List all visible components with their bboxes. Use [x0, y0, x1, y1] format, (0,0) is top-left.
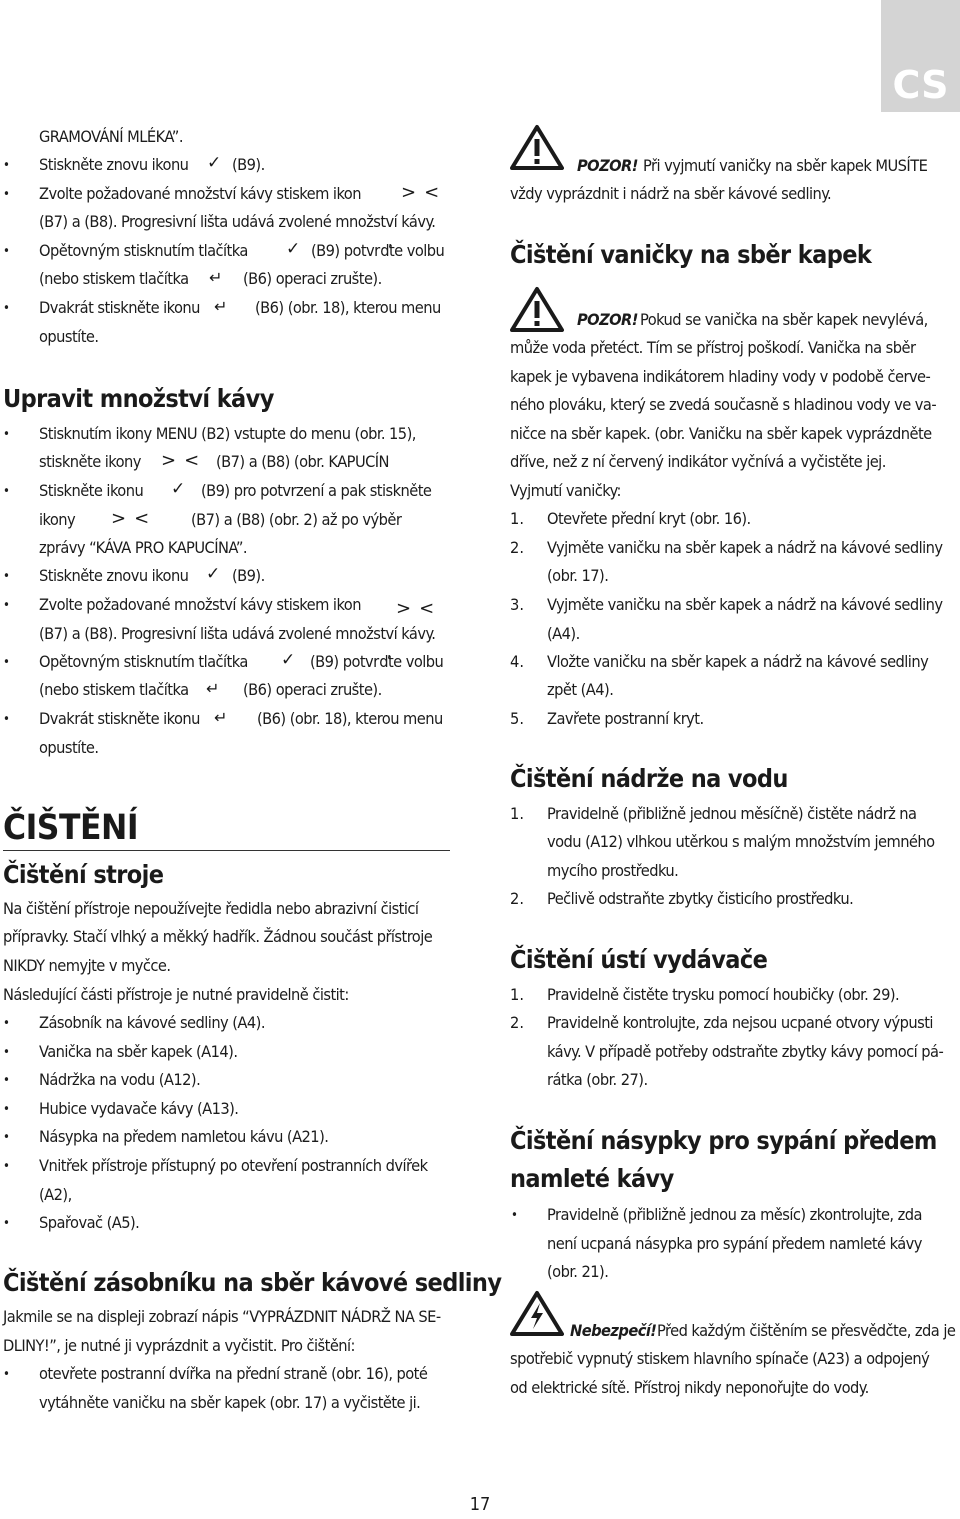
text-line: • Dvakrát stiskněte ikonu — [39, 298, 200, 318]
text-line: Následující části přístroje je nutné pravidelně čistit: — [3, 985, 349, 1004]
text-line: (A2), — [39, 1185, 72, 1204]
list-item: • Nádržka na vodu (A12). — [39, 1070, 200, 1090]
text-line: ikony — [39, 510, 76, 529]
page-number: 17 — [469, 1494, 491, 1515]
list-item: • otevřete postranní dvířka na přední straně (obr. 16), poté — [39, 1364, 427, 1384]
list-item: • Pravidelně (přibližně jednou za měsíc) zkontrolujte, zda — [547, 1205, 922, 1225]
text-line: Jakmile se na displeji zobrazí nápis “VYPRÁZDNIT NÁDRŽ NA SE- — [3, 1307, 441, 1326]
section-title-stroje: Čištění stroje — [3, 860, 164, 889]
text-line: vždy vyprázdnit i nádrž na sběr kávové sedliny. — [510, 184, 832, 203]
text-line: Vyjmutí vaničky: — [510, 481, 621, 500]
step-number: 2. — [510, 889, 524, 908]
text-line: (B9) pro potvrzení a pak stiskněte — [201, 481, 432, 500]
step-text: Vložte vaničku na sběr kapek a nádrž na kávové sedliny — [547, 652, 929, 671]
step-number: 5. — [510, 709, 524, 728]
step-number: 4. — [510, 652, 524, 671]
text-line: ničce na sběr kapek. (obr. Vaničku na sběr kapek vyprázdněte — [510, 424, 932, 443]
step-text: zpět (A4). — [547, 680, 614, 699]
text-line: dříve, než z ní červený indikátor vyčnívá a vyčistěte jej. — [510, 452, 886, 471]
text-line: opustíte. — [39, 738, 99, 757]
text-line: (nebo stiskem tlačítka — [39, 269, 189, 288]
text-line: (B6) operaci zrušte). — [243, 680, 382, 699]
section-title-vanicka: Čištění vaničky na sběr kapek — [510, 240, 872, 269]
chevrons-icon: >< — [396, 598, 443, 619]
enter-icon: ↵ — [209, 268, 223, 287]
text-line: (B6) (obr. 18), kterou menu — [257, 709, 443, 728]
text-line: přípravky. Stačí vlhký a měkký hadřík. Žádnou součást přístroje — [3, 927, 433, 946]
text-line: (B7) a (B8). Progresivní lišta udává zvolené množství kávy. — [39, 212, 436, 231]
chevrons-icon: >< — [401, 182, 448, 203]
text-line: • Opětovným stisknutím tlačítka — [39, 241, 248, 261]
step-text: vodu (A12) vlhkou utěrkou s malým množstvím jemného — [547, 832, 935, 851]
text-line: • Zvolte požadované množství kávy stiskem ikon — [39, 595, 361, 615]
section-title-zasobnik: Čištění zásobníku na sběr kávové sedliny — [3, 1268, 502, 1297]
section-title-upravit: Upravit množství kávy — [3, 384, 274, 413]
check-icon: ✓ — [286, 239, 301, 259]
text-line: (B7) a (B8) (obr. KAPUCÍN — [216, 452, 389, 471]
chevrons-icon: >< — [111, 508, 158, 529]
text-line: opustíte. — [39, 327, 99, 346]
step-text: rátka (obr. 27). — [547, 1070, 648, 1089]
text-line: (nebo stiskem tlačítka — [39, 680, 189, 699]
text-line: ného plováku, který se zvedá současně s hladinou vody ve va- — [510, 395, 937, 414]
enter-icon: ↵ — [214, 708, 228, 727]
text-line: kapek je vybavena indikátorem hladiny vody v podobě červe- — [510, 367, 931, 386]
step-number: 1. — [510, 509, 524, 528]
text-line: (B6) operaci zrušte). — [243, 269, 382, 288]
step-number: 2. — [510, 1013, 524, 1032]
text-line: Při vyjmutí vaničky na sběr kapek MUSÍTE — [643, 156, 928, 175]
text-line: spotřebič vypnutý stiskem hlavního spínače (A23) a odpojený — [510, 1349, 930, 1368]
text-line: (B7) a (B8). Progresivní lišta udává zvolené množství kávy. — [39, 624, 436, 643]
text-line: (B9). — [232, 566, 265, 585]
step-number: 1. — [510, 804, 524, 823]
text-line: není ucpaná násypka pro sypání předem namleté kávy — [547, 1234, 922, 1253]
list-item: • Zásobník na kávové sedliny (A4). — [39, 1013, 265, 1033]
warning-label: POZOR! — [577, 310, 638, 329]
step-number: 2. — [510, 538, 524, 557]
text-line: • Zvolte požadované množství kávy stiskem ikon — [39, 184, 361, 204]
text-line: (B9) potvrďte volbu — [311, 241, 445, 260]
text-line: stiskněte ikony — [39, 452, 141, 471]
text-line: zprávy “KÁVA PRO KAPUCÍNA”. — [39, 538, 247, 557]
section-title-nasypka: Čištění násypky pro sypání předem — [510, 1126, 937, 1155]
danger-label: Nebezpečí! — [570, 1321, 657, 1340]
check-icon: ✓ — [206, 564, 221, 584]
step-text: Zavřete postranní kryt. — [547, 709, 704, 728]
section-title-usti: Čištění ústí vydávače — [510, 945, 768, 974]
enter-icon: ↵ — [214, 297, 228, 316]
text-line: vytáhněte vaničku na sběr kapek (obr. 17) a vyčistěte ji. — [39, 1393, 421, 1412]
list-item: • Spařovač (A5). — [39, 1213, 139, 1233]
text-line: NIKDY nemyjte v myčce. — [3, 956, 171, 975]
text-line: (obr. 21). — [547, 1262, 609, 1281]
text-line: GRAMOVÁNÍ MLÉKA”. — [39, 127, 183, 146]
electric-hazard-icon — [510, 1290, 564, 1336]
list-item: • Vanička na sběr kapek (A14). — [39, 1042, 237, 1062]
list-item: • Vnitřek přístroje přístupný po otevření postranních dvířek — [39, 1156, 428, 1176]
text-line: Před každým čištěním se přesvědčte, zda je — [657, 1321, 956, 1340]
text-line: (B9). — [232, 155, 265, 174]
warning-label: POZOR! — [577, 156, 638, 175]
text-line: (B9) potvrďte volbu — [310, 652, 444, 671]
step-text: Vyjměte vaničku na sběr kapek a nádrž na kávové sedliny — [547, 595, 943, 614]
enter-icon: ↵ — [206, 679, 220, 698]
text-line: Na čištění přístroje nepoužívejte ředidla nebo abrazivní čisticí — [3, 899, 419, 918]
step-text: Vyjměte vaničku na sběr kapek a nádrž na kávové sedliny — [547, 538, 943, 557]
step-text: (obr. 17). — [547, 566, 609, 585]
warning-icon — [510, 286, 564, 332]
text-line: • Stiskněte znovu ikonu — [39, 155, 188, 175]
step-text: Pečlivě odstraňte zbytky čisticího prostředku. — [547, 889, 854, 908]
step-text: Pravidelně čistěte trysku pomocí houbičky (obr. 29). — [547, 985, 900, 1004]
step-number: 1. — [510, 985, 524, 1004]
text-line: od elektrické sítě. Přístroj nikdy neponořujte do vody. — [510, 1378, 869, 1397]
section-title-nadrz: Čištění nádrže na vodu — [510, 764, 788, 793]
text-line: (B6) (obr. 18), kterou menu — [255, 298, 441, 317]
list-item: • Násypka na předem namletou kávu (A21). — [39, 1127, 328, 1147]
section-title-nasypka-2: namleté kávy — [510, 1164, 674, 1193]
step-text: mycího prostředku. — [547, 861, 679, 880]
step-text: (A4). — [547, 624, 580, 643]
section-rule — [3, 850, 450, 851]
step-text: Otevřete přední kryt (obr. 16). — [547, 509, 751, 528]
list-item: • Hubice vydavače kávy (A13). — [39, 1099, 238, 1119]
step-text: kávy. V případě potřeby odstraňte zbytky kávy pomocí pá- — [547, 1042, 944, 1061]
check-icon: ✓ — [207, 153, 222, 173]
text-line: může voda přetéct. Tím se přístroj poškodí. Vanička na sběr — [510, 338, 916, 357]
text-line: (B7) a (B8) (obr. 2) až po výběr — [191, 510, 402, 529]
step-text: Pravidelně (přibližně jednou měsíčně) čistěte nádrž na — [547, 804, 917, 823]
chevrons-icon: >< — [161, 450, 208, 471]
section-title-cisteni: ČIŠTĚNÍ — [3, 808, 139, 848]
text-line: • Stisknutím ikony MENU (B2) vstupte do menu (obr. 15), — [39, 424, 416, 444]
text-line: Pokud se vanička na sběr kapek nevylévá, — [640, 310, 928, 329]
text-line: • Stiskněte znovu ikonu — [39, 566, 188, 586]
text-line: • Stiskněte ikonu — [39, 481, 143, 501]
warning-icon — [510, 124, 564, 170]
check-icon: ✓ — [171, 479, 186, 499]
text-line: • Opětovným stisknutím tlačítka — [39, 652, 248, 672]
step-number: 3. — [510, 595, 524, 614]
text-line: DLINY!”, je nutné ji vyprázdnit a vyčistit. Pro čištění: — [3, 1336, 355, 1355]
step-text: Pravidelně kontrolujte, zda nejsou ucpané otvory výpusti — [547, 1013, 933, 1032]
check-icon: ✓ — [281, 650, 296, 670]
text-line: • Dvakrát stiskněte ikonu — [39, 709, 200, 729]
language-tab: CS — [881, 0, 960, 112]
